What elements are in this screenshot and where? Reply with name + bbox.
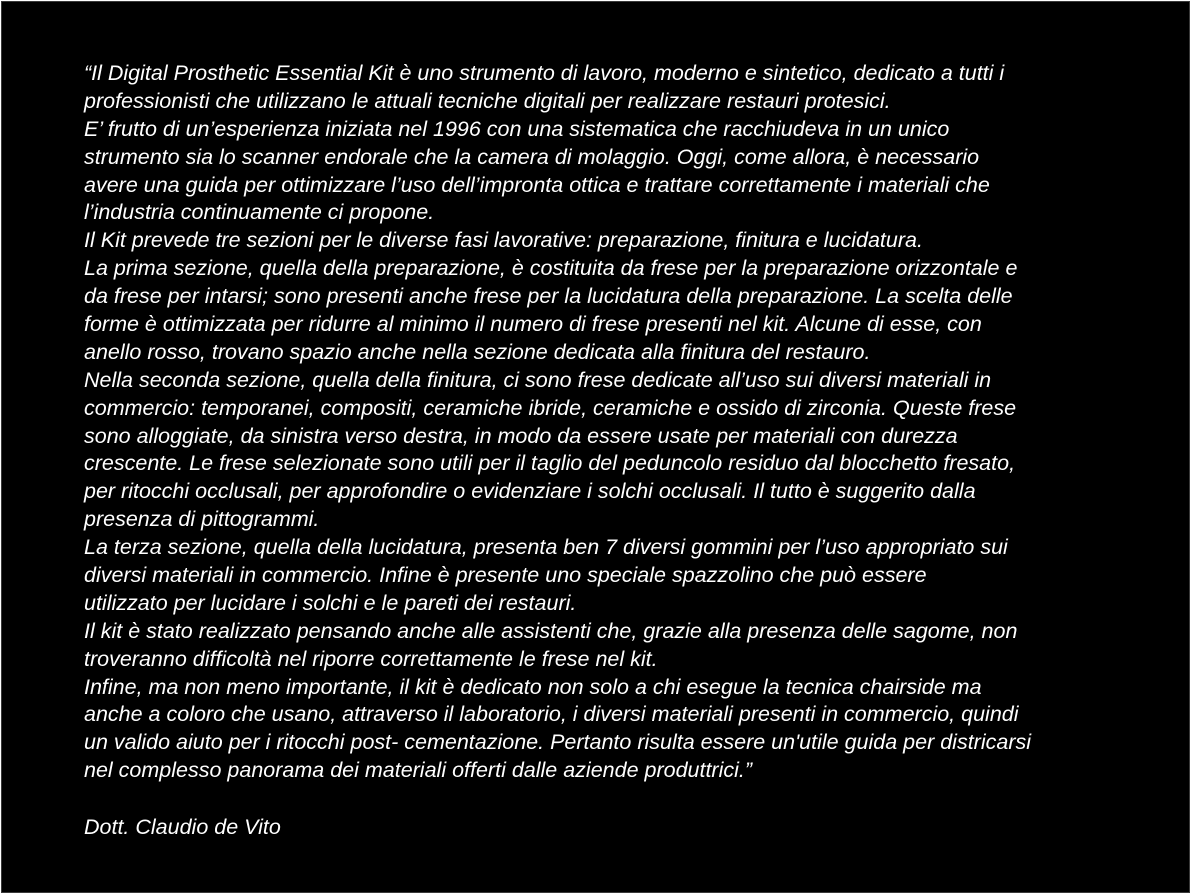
- quote-line: un valido aiuto per i ritocchi post- cementazione. Pertanto risulta essere un'utile guida per districarsi: [84, 730, 1032, 755]
- quote-line: Infine, ma non meno importante, il kit è dedicato non solo a chi esegue la tecnica chairside ma: [84, 674, 982, 699]
- quote-line: Il kit è stato realizzato pensando anche alle assistenti che, grazie alla presenza delle sagome, non: [84, 618, 1018, 643]
- quote-text: [84, 60, 1124, 785]
- quote-line: per ritocchi occlusali, per approfondire o evidenziare i solchi occlusali. Il tutto è suggerito dalla: [84, 479, 976, 504]
- quote-line: anche a coloro che usano, attraverso il laboratorio, i diversi materiali presenti in commercio, quindi: [84, 702, 1019, 727]
- quote-line: E’ frutto di un’esperienza iniziata nel 1996 con una sistematica che racchiudeva in un unico: [84, 116, 950, 141]
- quote-line: sono alloggiate, da sinistra verso destra, in modo da essere usate per materiali con durezza: [84, 423, 958, 448]
- quote-line: crescente. Le frese selezionate sono utili per il taglio del peduncolo residuo dal blocchetto fresato,: [84, 451, 1016, 476]
- quote-line: Il Kit prevede tre sezioni per le diverse fasi lavorative: preparazione, finitura e lucidatura.: [84, 228, 923, 253]
- quote-line: La terza sezione, quella della lucidatura, presenta ben 7 diversi gommini per l’uso appropriato sui: [84, 535, 1008, 560]
- quote-line: “Il Digital Prosthetic Essential Kit è uno strumento di lavoro, moderno e sintetico, dedicato a tutti i: [84, 61, 1005, 85]
- author-signature: Dott. Claudio de Vito: [84, 815, 281, 839]
- quote-line: diversi materiali in commercio. Infine è presente uno speciale spazzolino che può essere: [84, 563, 927, 588]
- quote-line: forme è ottimizzata per ridurre al minimo il numero di frese presenti nel kit. Alcune di esse, con: [84, 312, 982, 337]
- quote-line: strumento sia lo scanner endorale che la camera di molaggio. Oggi, come allora, è necessario: [84, 144, 980, 169]
- quote-line: avere una guida per ottimizzare l’uso dell’impronta ottica e trattare correttamente i materiali che: [84, 172, 990, 197]
- slide: [1, 1, 1190, 893]
- quote-line: La prima sezione, quella della preparazione, è costituita da frese per la preparazione orizzontale e: [84, 256, 1018, 281]
- quote-line: da frese per intarsi; sono presenti anche frese per la lucidatura della preparazione. La scelta delle: [84, 284, 1013, 309]
- quote-line: nel complesso panorama dei materiali offerti dalle aziende produttrici.”: [84, 758, 753, 783]
- quote-line: utilizzato per lucidare i solchi e le pareti dei restauri.: [84, 590, 577, 615]
- quote-line: professionisti che utilizzano le attuali tecniche digitali per realizzare restauri protesici.: [84, 88, 891, 113]
- quote-line: troveranno difficoltà nel riporre correttamente le frese nel kit.: [84, 646, 658, 671]
- quote-line: commercio: temporanei, compositi, ceramiche ibride, ceramiche e ossido di zirconia. Queste frese: [84, 395, 1017, 420]
- quote-line: presenza di pittogrammi.: [84, 507, 320, 532]
- quote-line: Nella seconda sezione, quella della finitura, ci sono frese dedicate all’uso sui diversi materiali in: [84, 367, 992, 392]
- quote-line: anello rosso, trovano spazio anche nella sezione dedicata alla finitura del restauro.: [84, 339, 871, 364]
- quote-line: l’industria continuamente ci propone.: [84, 200, 435, 225]
